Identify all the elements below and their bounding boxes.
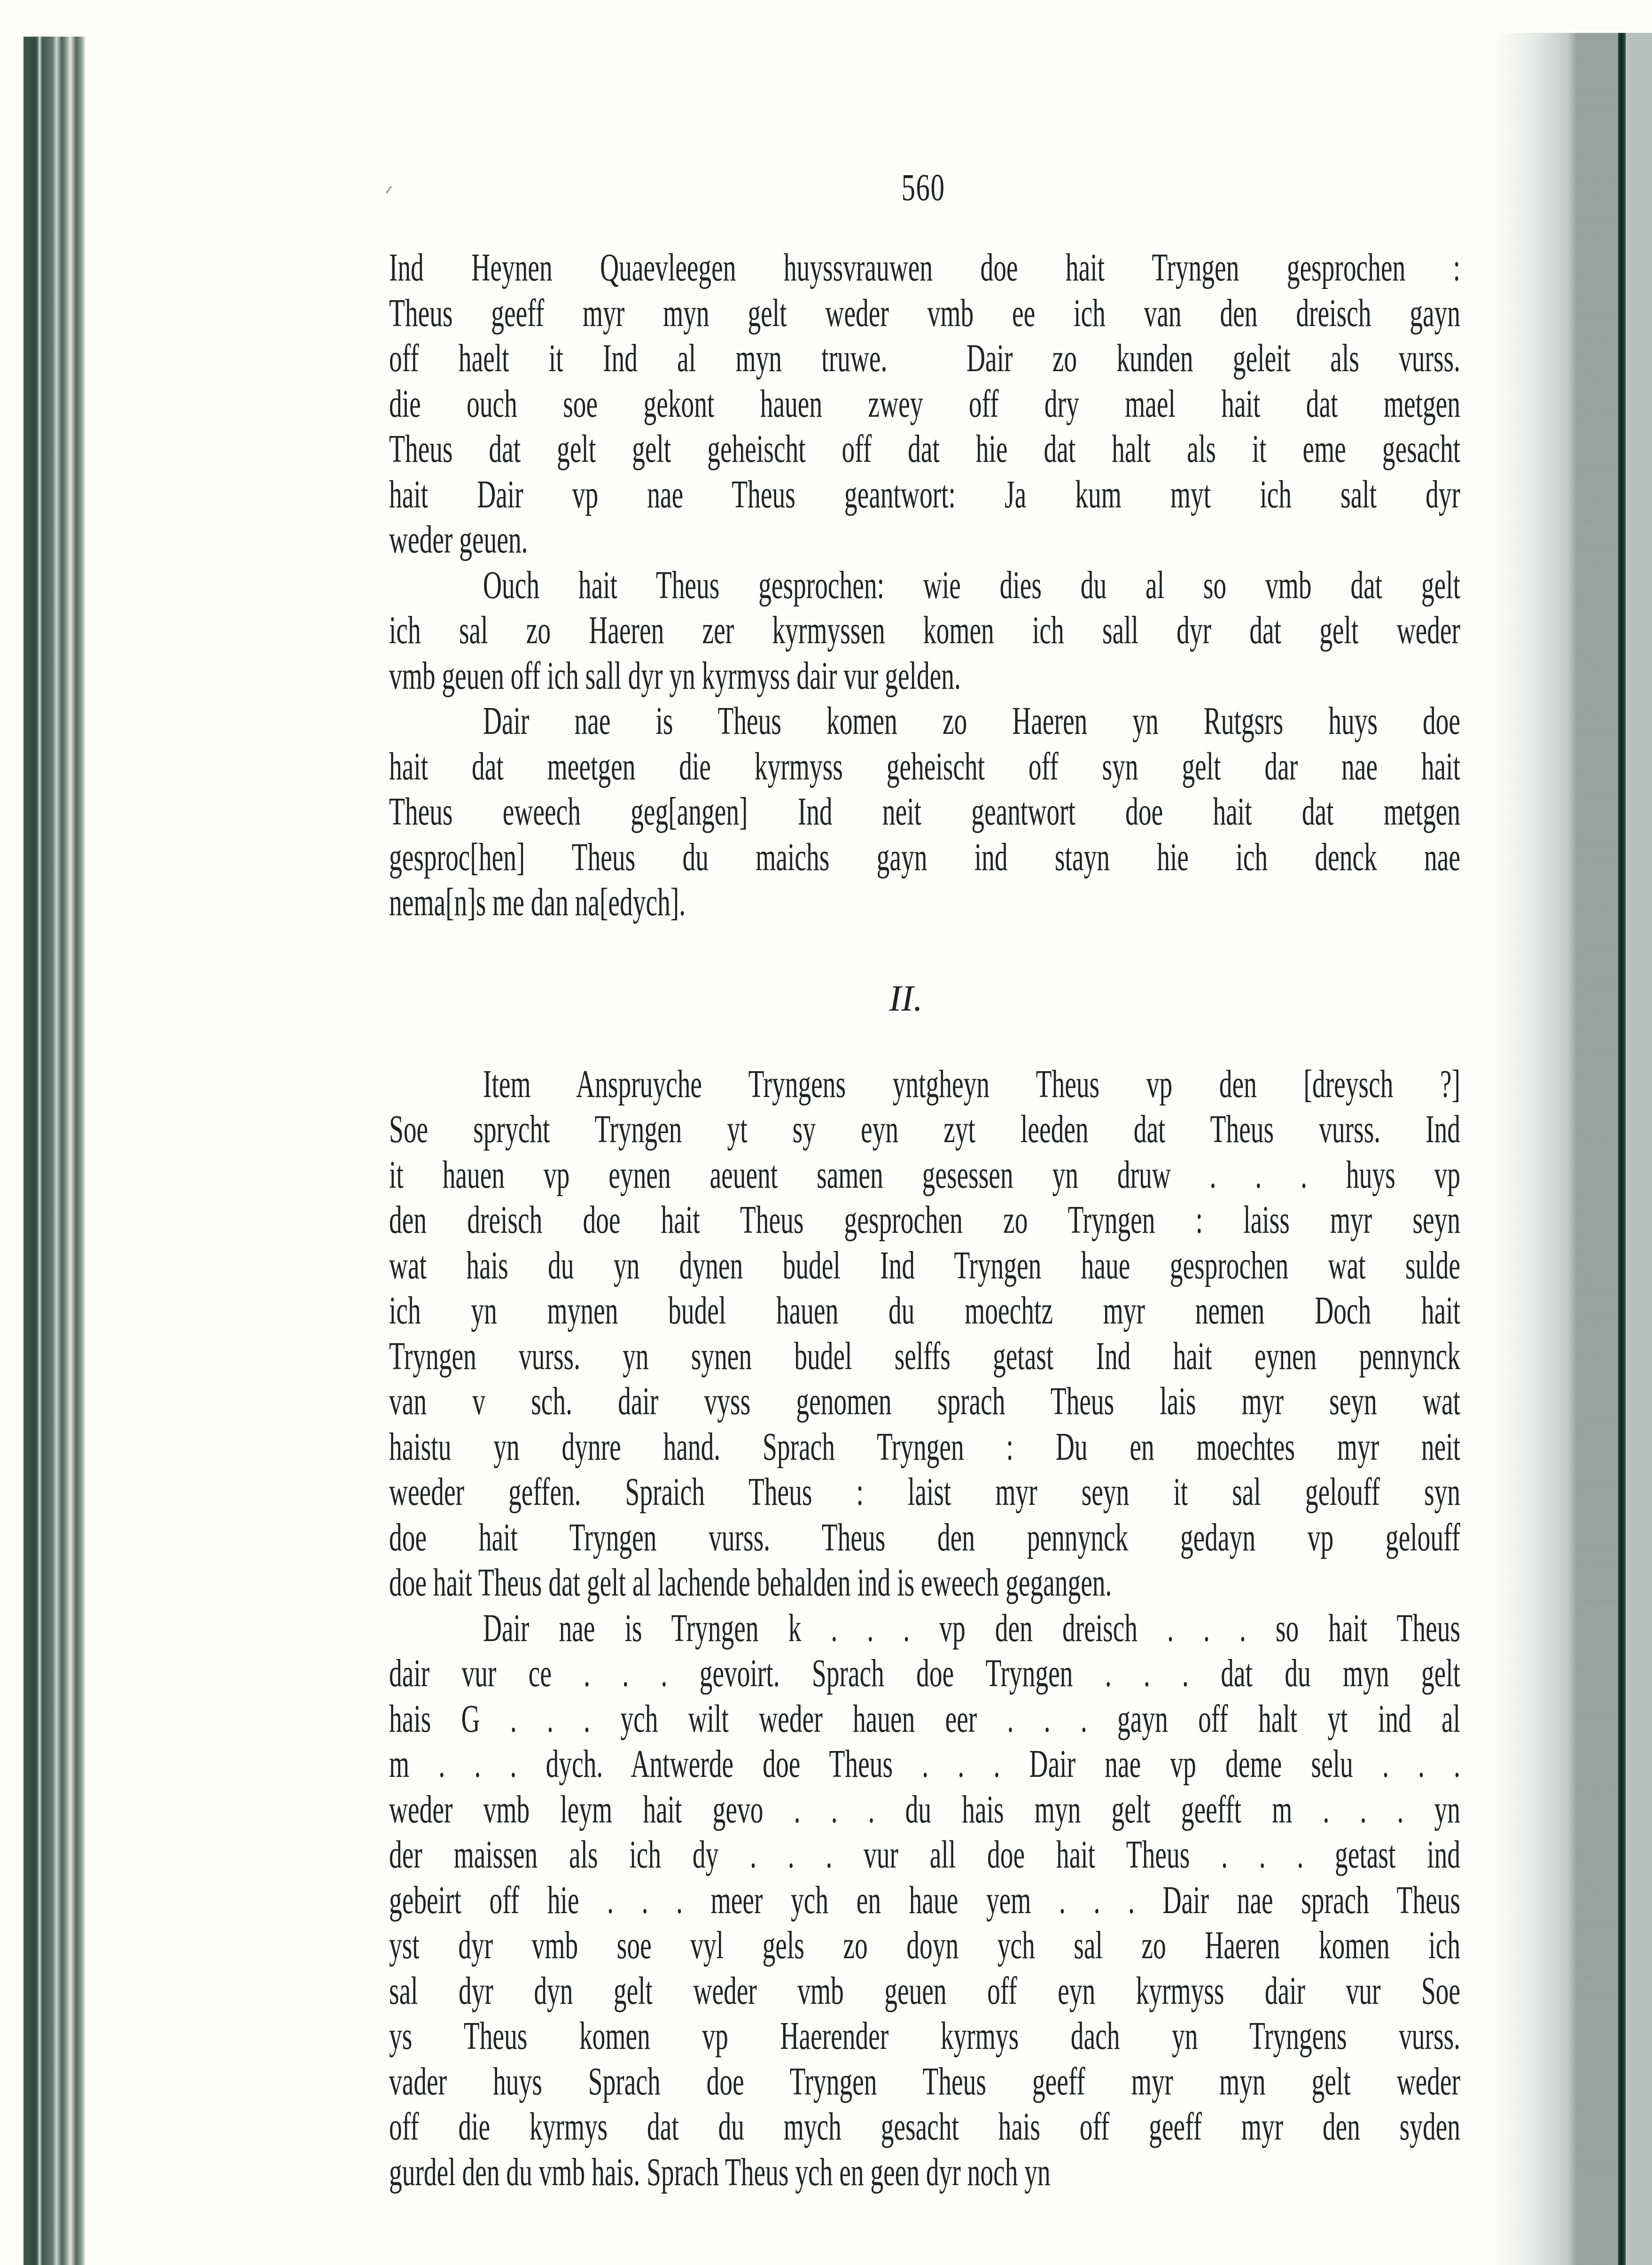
text-line-content: hais G . . . ych wilt weder hauen eer . . . gayn off halt yt ind al [389,1697,1461,1741]
section-2-text [389,1062,1460,2195]
text-line-content: Ind Heynen Quaevleegen huyssvrauwen doe hait Tryngen gesprochen : [389,246,1461,289]
text-line-content: yst dyr vmb soe vyl gels zo doyn ych sal zo Haeren komen ich [389,1923,1461,1967]
text-line-content: gebeirt off hie . . . meer ych en haue yem . . . Dair nae sprach Theus [389,1878,1461,1922]
text-line-content: hait Dair vp nae Theus geantwort: Ja kum myt ich salt dyr [389,472,1461,516]
paragraph [389,1062,1460,1606]
text-line [389,291,1460,336]
text-line-content: it hauen vp eynen aeuent samen gesessen yn druw . . . huys vp [389,1152,1461,1197]
text-line-content: off haelt it Ind al myn truwe. Dair zo kunden geleit als vurss. [389,336,1461,380]
gutter-fold-line [1618,33,1626,2265]
text-line-content: vader huys Sprach doe Tryngen Theus geeff myr myn gelt weder [389,2059,1461,2103]
section-heading-label: II. [889,977,923,1019]
text-line [389,1243,1460,1289]
text-line-content: Soe sprycht Tryngen yt sy eyn zyt leeden dat Theus vurss. Ind [389,1107,1461,1151]
paragraph [389,245,1460,563]
text-line [389,2150,1460,2195]
text-line-content: ich sal zo Haeren zer kyrmyssen komen ich sall dyr dat gelt weder [389,608,1461,652]
text-line [389,1288,1460,1334]
text-line [389,1152,1460,1198]
text-line [389,1787,1460,1833]
text-line-content: gesproc[hen] Theus du maichs gayn ind stayn hie ich denck nae [389,835,1461,879]
text-line [389,563,1460,608]
paragraph [389,563,1460,699]
text-line-content: weder geuen. [389,518,528,561]
page-number: 560 [901,166,945,209]
text-line [389,835,1460,880]
text-line-content: der maissen als ich dy . . . vur all doe hait Theus . . . getast ind [389,1833,1461,1876]
text-line [389,744,1460,790]
text-line-content: haistu yn dynre hand. Sprach Tryngen : Du en moechtes myr neit [389,1424,1461,1469]
text-line-content: ys Theus komen vp Haerender kyrmys dach yn Tryngens vurss. [389,2014,1461,2058]
text-line [389,1424,1460,1470]
text-line-content: Dair nae is Theus komen zo Haeren yn Rutgsrs huys doe [483,699,1461,743]
text-line [389,1560,1460,1606]
text-line [389,1923,1460,1969]
text-line [389,2104,1460,2150]
text-line [389,699,1460,744]
text-line-content: doe hait Theus dat gelt al lachende behalden ind is eweech gegangen. [389,1561,1112,1604]
text-line [389,1062,1460,1107]
text-line [389,1651,1460,1697]
text-line-content: Item Anspruyche Tryngens yntgheyn Theus vp den [dreysch ?] [483,1062,1461,1106]
text-line [389,1969,1460,2014]
text-line-content: hait dat meetgen die kyrmyss geheischt off syn gelt dar nae hait [389,744,1461,788]
paragraph [389,699,1460,926]
text-line [389,472,1460,518]
text-line [389,245,1460,291]
text-line-content: dair vur ce . . . gevoirt. Sprach doe Tryngen . . . dat du myn gelt [389,1651,1461,1695]
text-line [389,608,1460,654]
text-line [389,1107,1460,1152]
body-text [389,245,1460,2195]
text-line-content: die ouch soe gekont hauen zwey off dry mael hait dat metgen [389,381,1461,426]
text-line-content: weder vmb leym hait gevo . . . du hais myn gelt geefft m . . . yn [389,1787,1461,1831]
text-line [389,381,1460,427]
text-line [389,2059,1460,2105]
text-line [389,1697,1460,1742]
text-line-content: m . . . dych. Antwerde doe Theus . . . Dair nae vp deme selu . . . [389,1742,1461,1786]
text-line-content: ich yn mynen budel hauen du moechtz myr nemen Doch hait [389,1289,1461,1332]
text-line-content: Theus dat gelt gelt geheischt off dat hie dat halt als it eme gesacht [389,427,1461,471]
text-line-content: van v sch. dair vyss genomen sprach Theus lais myr seyn wat [389,1379,1461,1423]
text-line-content: Theus geeff myr myn gelt weder vmb ee ich van den dreisch gayn [389,291,1461,335]
text-line [389,654,1460,699]
text-line-content: vmb geuen off ich sall dyr yn kyrmyss dair vur gelden. [389,654,961,698]
text-line [389,1742,1460,1787]
text-line-content: off die kyrmys dat du mych gesacht hais off geeff myr den syden [389,2105,1461,2148]
text-line-content: Theus eweech geg[angen] Ind neit geantwort doe hait dat metgen [389,790,1461,833]
book-binding-edge [23,37,86,2265]
text-line-content: Ouch hait Theus gesprochen: wie dies du al so vmb dat gelt [483,563,1461,607]
section-heading [389,926,1460,1062]
text-line [389,1878,1460,1923]
section-1-text [389,245,1460,926]
text-line [389,336,1460,381]
text-line [389,1334,1460,1379]
text-line-content: doe hait Tryngen vurss. Theus den pennynck gedayn vp gelouff [389,1515,1461,1559]
text-line [389,1470,1460,1515]
text-line [389,1515,1460,1561]
adjacent-page-edge [1626,33,1652,2265]
text-line-content: weeder geffen. Spraich Theus : laist myr seyn it sal gelouff syn [389,1470,1461,1514]
text-line-content: gurdel den du vmb hais. Sprach Theus ych en geen dyr noch yn [389,2150,1051,2194]
text-line [389,880,1460,926]
text-line [389,2014,1460,2059]
text-line [389,1606,1460,1651]
text-line-content: den dreisch doe hait Theus gesprochen zo Tryngen : laiss myr seyn [389,1198,1461,1242]
text-line [389,1379,1460,1424]
text-line-content: Tryngen vurss. yn synen budel selffs getast Ind hait eynen pennynck [389,1334,1461,1378]
text-line [389,517,1460,563]
text-line [389,1198,1460,1243]
text-line [389,427,1460,472]
text-line-content: nema[n]s me dan na[edych]. [389,880,686,924]
text-line-content: sal dyr dyn gelt weder vmb geuen off eyn kyrmyss dair vur Soe [389,1969,1461,2013]
text-line-content: Dair nae is Tryngen k . . . vp den dreisch . . . so hait Theus [483,1606,1461,1650]
paragraph [389,1606,1460,2195]
text-line-content: wat hais du yn dynen budel Ind Tryngen haue gesprochen wat sulde [389,1243,1461,1287]
text-line [389,1832,1460,1878]
text-line [389,789,1460,835]
